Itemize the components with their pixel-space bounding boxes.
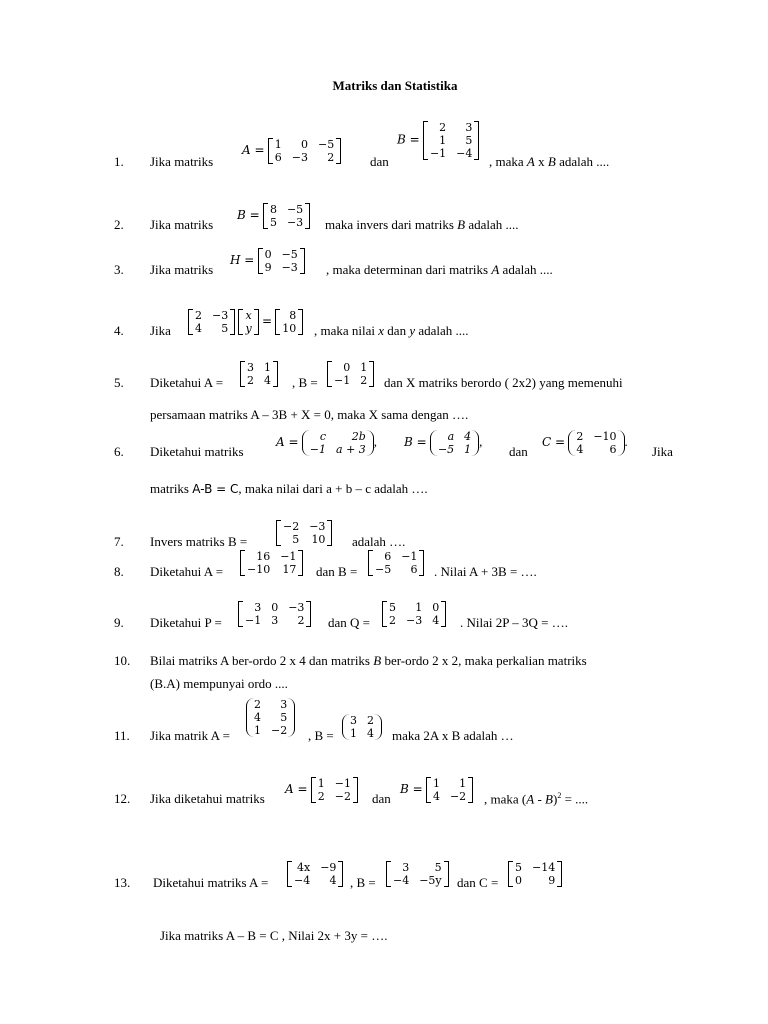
q3-matrix-h: H = 0 −5 9 −3 bbox=[230, 248, 305, 274]
q11-text-tail: maka 2A x B adalah … bbox=[392, 728, 514, 743]
matrix-cell: 5 bbox=[465, 134, 473, 147]
matrix-cell: −3 bbox=[281, 261, 298, 274]
matrix-cell: 6 bbox=[609, 443, 617, 456]
matrix-cell: 2 bbox=[576, 430, 584, 443]
q5-line2: persamaan matriks A – 3B + X = 0, maka X sama dengan …. bbox=[150, 407, 469, 422]
matrix-bracket bbox=[287, 861, 343, 887]
q5-text: Diketahui A = bbox=[150, 375, 224, 390]
matrix-cell: 3 bbox=[280, 698, 288, 711]
q1-matrix-b: B = 2 3 1 5 −1 −4 bbox=[397, 121, 479, 160]
vector-bracket bbox=[275, 309, 303, 335]
q7-matrix-b bbox=[276, 520, 332, 546]
q7-text: Invers matriks B = bbox=[150, 534, 248, 549]
matrix-cell: a + 3 bbox=[336, 443, 366, 456]
matrix-bracket bbox=[258, 248, 305, 274]
q5-matrix-a bbox=[240, 361, 278, 387]
q2-text-tail: maka invers dari matriks B adalah .... bbox=[325, 217, 519, 232]
q4-text-tail: , maka nilai x dan y adalah .... bbox=[314, 323, 469, 338]
q13-line2: Jika matriks A – B = C , Nilai 2x + 3y = …. bbox=[160, 928, 388, 943]
matrix-cell: −4 bbox=[294, 874, 311, 887]
matrix-cell: 1 bbox=[274, 138, 282, 151]
matrix-bracket bbox=[268, 138, 341, 164]
matrix-bracket bbox=[508, 861, 562, 887]
q5-text-tail: dan X matriks berordo ( 2x2) yang memenuhi bbox=[384, 375, 623, 390]
q12-text-tail: , maka (A - B)$^2$ = .... bbox=[484, 791, 589, 807]
q12-number: 12. bbox=[114, 791, 131, 806]
q12-matrix-a: A = 1 −1 2 −2 bbox=[285, 777, 358, 803]
matrix-cell: −10 bbox=[593, 430, 617, 443]
q7-number: 7. bbox=[114, 534, 124, 549]
matrix-cell: 6 bbox=[410, 563, 418, 576]
matrix-cell: 3 bbox=[254, 601, 262, 614]
matrix-cell: 1 bbox=[439, 134, 447, 147]
matrix-cell: 3 bbox=[465, 121, 473, 134]
matrix-cell: 4 bbox=[464, 430, 472, 443]
matrix-cell: 10 bbox=[282, 322, 297, 335]
matrix-cell: −2 bbox=[334, 790, 352, 803]
matrix-cell: −14 bbox=[532, 861, 556, 874]
q11-number: 11. bbox=[114, 728, 130, 743]
matrix-cell: 0 bbox=[264, 248, 272, 261]
matrix-cell: 1 bbox=[254, 724, 261, 737]
matrix-cell: −3 bbox=[288, 601, 305, 614]
matrix-bracket bbox=[327, 361, 374, 387]
q13-matrix-a bbox=[287, 861, 343, 887]
matrix-cell: −1 bbox=[401, 550, 418, 563]
q11-text-b: , B = bbox=[308, 728, 334, 743]
matrix-cell: −5 bbox=[437, 443, 455, 456]
matrix-cell: 10 bbox=[311, 533, 326, 546]
matrix-cell: −10 bbox=[247, 563, 271, 576]
matrix-cell: 4 bbox=[576, 443, 584, 456]
matrix-cell: 4 bbox=[254, 711, 261, 724]
matrix-cell: 17 bbox=[282, 563, 297, 576]
q1-dan: dan bbox=[370, 154, 389, 169]
matrix-paren bbox=[568, 430, 624, 456]
matrix-cell: a bbox=[447, 430, 455, 443]
matrix-cell: −5 bbox=[318, 138, 335, 151]
matrix-cell: y bbox=[245, 322, 252, 335]
q9-text-tail: . Nilai 2P – 3Q = …. bbox=[460, 615, 568, 630]
q8-text: Diketahui A = bbox=[150, 564, 224, 579]
q13-text-b: , B = bbox=[350, 875, 376, 890]
matrix-cell: 5 bbox=[389, 601, 396, 614]
q3-text: Jika matriks bbox=[150, 262, 214, 277]
q12-text: Jika diketahui matriks bbox=[150, 791, 265, 806]
matrix-cell: 0 bbox=[432, 601, 440, 614]
matrix-cell: 5 bbox=[434, 861, 442, 874]
matrix-cell: −3 bbox=[309, 520, 326, 533]
matrix-cell: 1 bbox=[464, 443, 472, 456]
matrix-cell: 5 bbox=[280, 711, 288, 724]
q6-dan: dan bbox=[509, 444, 528, 459]
q1-matrix-a: A = 1 0 −5 6 −3 2 bbox=[242, 138, 341, 164]
matrix-cell: 5 bbox=[292, 533, 300, 546]
q1-number: 1. bbox=[114, 154, 124, 169]
q2-matrix-b: B = 8 −5 5 −3 bbox=[237, 203, 310, 229]
matrix-cell: 0 bbox=[301, 138, 309, 151]
matrix-cell: x bbox=[245, 309, 252, 322]
matrix-cell: −1 bbox=[334, 374, 351, 387]
q9-text: Diketahui P = bbox=[150, 615, 222, 630]
matrix-cell: −1 bbox=[429, 147, 447, 160]
q4-number: 4. bbox=[114, 323, 124, 338]
q6-line2: matriks A-B = C, maka nilai dari a + b – c adalah …. bbox=[150, 481, 428, 496]
q2-text: Jika matriks bbox=[150, 217, 214, 232]
q8-text-tail: . Nilai A + 3B = …. bbox=[434, 564, 537, 579]
matrix-cell: 0 bbox=[271, 601, 279, 614]
matrix-cell: 2 bbox=[297, 614, 305, 627]
matrix-bracket bbox=[368, 550, 424, 576]
q11-matrix-a bbox=[246, 698, 295, 737]
q12-matrix-b: B = 1 1 4 −2 bbox=[400, 777, 473, 803]
q6-number: 6. bbox=[114, 444, 124, 459]
matrix-bracket bbox=[386, 861, 449, 887]
q13-matrix-b bbox=[386, 861, 449, 887]
matrix-bracket bbox=[311, 777, 358, 803]
matrix-cell: −3 bbox=[212, 309, 229, 322]
matrix-bracket bbox=[426, 777, 473, 803]
matrix-cell: 1 bbox=[350, 727, 357, 740]
matrix-cell: 2 bbox=[195, 309, 202, 322]
matrix-cell: 2 bbox=[439, 121, 447, 134]
matrix-paren bbox=[302, 430, 374, 456]
matrix-cell: 5 bbox=[515, 861, 522, 874]
matrix-cell: 4 bbox=[329, 874, 337, 887]
q1-text: Jika matriks bbox=[150, 154, 214, 169]
q5-number: 5. bbox=[114, 375, 124, 390]
q5-matrix-b bbox=[327, 361, 374, 387]
matrix-cell: 2 bbox=[247, 374, 254, 387]
matrix-cell: c bbox=[319, 430, 327, 443]
q3-number: 3. bbox=[114, 262, 124, 277]
matrix-bracket bbox=[263, 203, 310, 229]
matrix-cell: −5 bbox=[375, 563, 392, 576]
matrix-cell: 2 bbox=[254, 698, 261, 711]
matrix-cell: 0 bbox=[343, 361, 351, 374]
matrix-bracket bbox=[276, 520, 332, 546]
matrix-cell: 3 bbox=[350, 714, 357, 727]
q9-matrix-p bbox=[238, 601, 311, 627]
matrix-cell: −3 bbox=[291, 151, 309, 164]
matrix-bracket bbox=[238, 601, 311, 627]
matrix-cell: 1 bbox=[459, 777, 467, 790]
q9-number: 9. bbox=[114, 615, 124, 630]
q13-text-c: dan C = bbox=[457, 875, 499, 890]
matrix-cell: 2 bbox=[389, 614, 396, 627]
matrix-cell: −2 bbox=[449, 790, 467, 803]
q10-line2: (B.A) mempunyai ordo .... bbox=[150, 676, 288, 691]
matrix-cell: 1 bbox=[415, 601, 423, 614]
matrix-cell: 4 bbox=[195, 322, 202, 335]
matrix-cell: 2 bbox=[367, 714, 374, 727]
matrix-cell: 0 bbox=[515, 874, 522, 887]
q13-number: 13. bbox=[114, 875, 131, 890]
matrix-cell: −2 bbox=[283, 520, 300, 533]
q11-matrix-b bbox=[342, 714, 382, 740]
matrix-bracket bbox=[423, 121, 479, 160]
matrix-cell: −2 bbox=[271, 724, 288, 737]
matrix-cell: 6 bbox=[274, 151, 282, 164]
q6-jika: Jika bbox=[652, 444, 673, 459]
matrix-cell: −5y bbox=[419, 874, 442, 887]
q4-text: Jika bbox=[150, 323, 171, 338]
matrix-cell: 2 bbox=[360, 374, 368, 387]
matrix-bracket bbox=[240, 361, 278, 387]
q6-matrix-a: A = c 2b −1 a + 3 , bbox=[276, 430, 378, 456]
matrix-cell: 4x bbox=[297, 861, 311, 874]
matrix-cell: 3 bbox=[402, 861, 410, 874]
q9-text-q: dan Q = bbox=[328, 615, 370, 630]
matrix-cell: −9 bbox=[320, 861, 337, 874]
matrix-cell: 3 bbox=[271, 614, 279, 627]
vector-bracket bbox=[238, 309, 258, 335]
q6-matrix-b: B = a 4 −5 1 , bbox=[404, 430, 483, 456]
q8-matrix-a bbox=[240, 550, 303, 576]
matrix-paren bbox=[246, 698, 295, 737]
q13-text: Diketahui matriks A = bbox=[153, 875, 269, 890]
matrix-cell: 16 bbox=[256, 550, 271, 563]
matrix-cell: 8 bbox=[269, 203, 277, 216]
matrix-cell: 1 bbox=[264, 361, 271, 374]
matrix-cell: 9 bbox=[264, 261, 272, 274]
matrix-cell: −4 bbox=[393, 874, 410, 887]
q13-matrix-c bbox=[508, 861, 562, 887]
matrix-cell: −3 bbox=[286, 216, 304, 229]
matrix-bracket bbox=[188, 309, 235, 335]
matrix-bracket bbox=[240, 550, 303, 576]
matrix-cell: 8 bbox=[289, 309, 297, 322]
matrix-cell: 4 bbox=[264, 374, 271, 387]
q10-number: 10. bbox=[114, 653, 131, 668]
matrix-paren bbox=[342, 714, 382, 740]
q2-number: 2. bbox=[114, 217, 124, 232]
q8-number: 8. bbox=[114, 564, 124, 579]
q5-text-b: , B = bbox=[292, 375, 318, 390]
matrix-cell: 4 bbox=[432, 790, 440, 803]
q8-matrix-b bbox=[368, 550, 424, 576]
document-title: Matriks dan Statistika bbox=[332, 78, 458, 93]
q9-matrix-q bbox=[382, 601, 446, 627]
q6-text: Diketahui matriks bbox=[150, 444, 244, 459]
matrix-cell: 9 bbox=[548, 874, 556, 887]
matrix-cell: −5 bbox=[286, 203, 304, 216]
matrix-cell: 2 bbox=[317, 790, 325, 803]
matrix-cell: 1 bbox=[432, 777, 440, 790]
matrix-cell: 4 bbox=[367, 727, 374, 740]
matrix-cell: −5 bbox=[281, 248, 298, 261]
q6-matrix-c: C = 2 −10 4 6 . bbox=[542, 430, 628, 456]
matrix-cell: 2b bbox=[351, 430, 366, 443]
q1-text-tail: , maka A x B adalah .... bbox=[489, 154, 610, 169]
matrix-cell: −1 bbox=[309, 443, 327, 456]
matrix-cell: 3 bbox=[247, 361, 254, 374]
q7-text-tail: adalah …. bbox=[352, 534, 406, 549]
q8-text-b: dan B = bbox=[316, 564, 358, 579]
matrix-bracket bbox=[382, 601, 446, 627]
matrix-paren bbox=[430, 430, 479, 456]
q4-matrix-equation: 2 −3 4 5 x y = 8 10 bbox=[188, 309, 303, 335]
q11-text: Jika matrik A = bbox=[150, 728, 230, 743]
matrix-cell: −3 bbox=[406, 614, 423, 627]
matrix-cell: −1 bbox=[245, 614, 262, 627]
matrix-cell: 1 bbox=[317, 777, 325, 790]
q12-dan: dan bbox=[372, 791, 391, 806]
matrix-cell: −1 bbox=[334, 777, 352, 790]
matrix-cell: −1 bbox=[280, 550, 297, 563]
matrix-cell: 4 bbox=[432, 614, 440, 627]
matrix-cell: 1 bbox=[360, 361, 368, 374]
matrix-cell: 5 bbox=[269, 216, 277, 229]
q3-text-tail: , maka determinan dari matriks A adalah .... bbox=[326, 262, 553, 277]
q10-line1: Bilai matriks A ber-ordo 2 x 4 dan matriks B ber-ordo 2 x 2, maka perkalian matriks bbox=[150, 653, 587, 668]
matrix-cell: 2 bbox=[327, 151, 335, 164]
matrix-cell: 6 bbox=[384, 550, 392, 563]
matrix-cell: −4 bbox=[456, 147, 473, 160]
matrix-cell: 5 bbox=[221, 322, 229, 335]
